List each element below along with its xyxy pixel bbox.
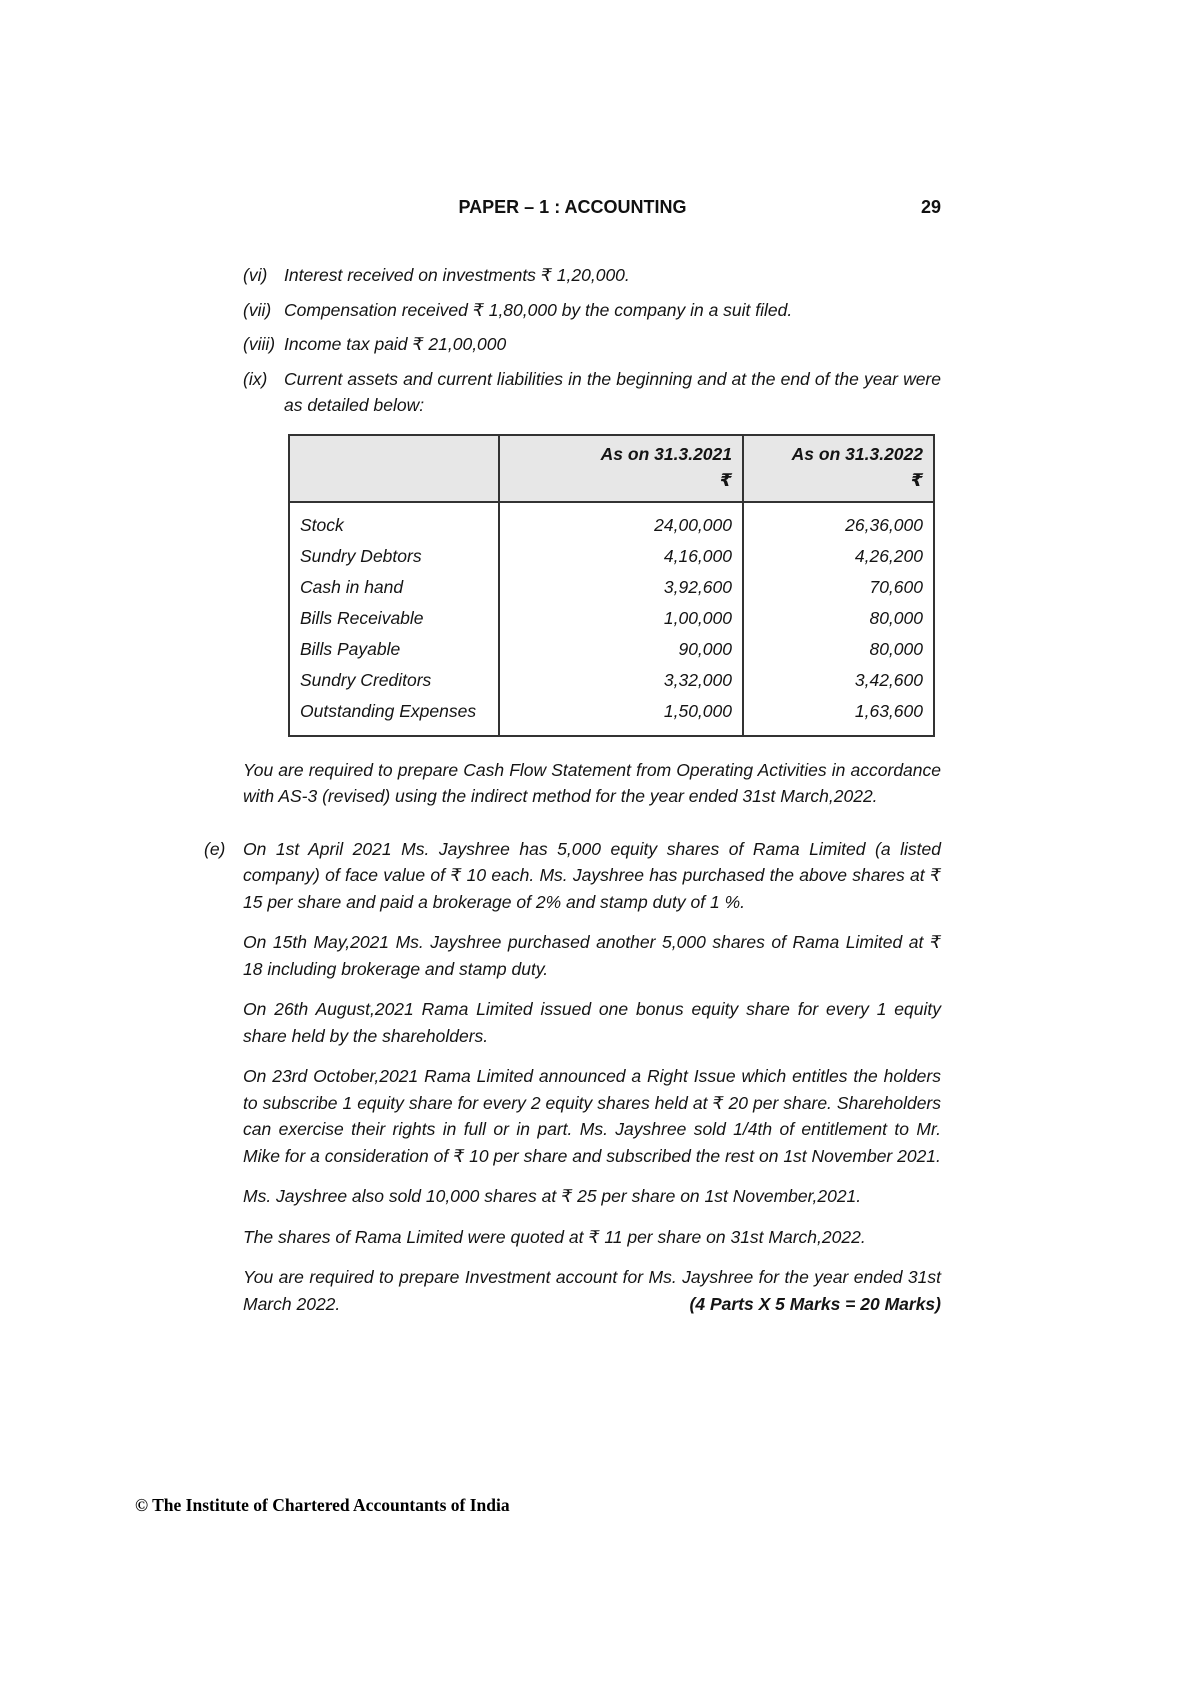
table-container [288,434,941,737]
table-row [289,572,934,603]
table-row [289,502,934,541]
value-2021: 3,32,000 [499,665,743,696]
current-assets-liabilities-table [288,434,935,737]
table-row [289,665,934,696]
row-label: Stock [289,502,499,541]
value-2022: 70,600 [743,572,934,603]
row-label: Bills Payable [289,634,499,665]
value-2021: 4,16,000 [499,541,743,572]
value-2022: 1,63,600 [743,696,934,736]
column-header-2022-title: As on 31.3.2022 [791,443,923,464]
table-row [289,696,934,736]
list-item-vi [243,262,941,289]
page-content [204,196,941,1317]
row-label: Cash in hand [289,572,499,603]
column-header-2022 [743,435,934,502]
question-e-body [243,836,941,1318]
value-2021: 90,000 [499,634,743,665]
value-2022: 3,42,600 [743,665,934,696]
row-label: Bills Receivable [289,603,499,634]
empty-header-cell [289,435,499,502]
marks-allocation: (4 Parts X 5 Marks = 20 Marks) [689,1293,941,1314]
paragraph: On 26th August,2021 Rama Limited issued one bonus equity share for every 1 equity share held by the shareholders. [243,999,941,1046]
value-2022: 80,000 [743,634,934,665]
page-number: 29 [920,197,941,217]
list-item-vii [243,297,941,324]
value-2022: 4,26,200 [743,541,934,572]
table-row [289,634,934,665]
page-header [204,196,941,218]
cash-flow-requirement: You are required to prepare Cash Flow Statement from Operating Activities in accordance with AS-3 (revised) using the indirect method for the year ended 31st March,2022. [243,759,941,806]
rupee-symbol: ₹ [719,469,732,490]
item-marker: (ix) [243,368,268,389]
table-row [289,541,934,572]
item-text: Income tax paid ₹ 21,00,000 [284,334,507,354]
table-header-row [289,435,934,502]
row-label: Outstanding Expenses [289,696,499,736]
value-2021: 24,00,000 [499,502,743,541]
list-item-viii [243,331,941,358]
paragraph: On 1st April 2021 Ms. Jayshree has 5,000 equity shares of Rama Limited (a listed company) of face value of ₹ 10 each. Ms. Jayshree has purchased the above shares at ₹ 15 per share and paid a brokerage of 2% and stamp duty of 1 %. [243,838,941,912]
value-2021: 1,00,000 [499,603,743,634]
paragraph: The shares of Rama Limited were quoted at ₹ 11 per share on 31st March,2022. [243,1226,866,1247]
item-marker: (vii) [243,299,272,320]
value-2022: 80,000 [743,603,934,634]
item-text: Compensation received ₹ 1,80,000 by the company in a suit filed. [284,299,793,320]
row-label: Sundry Debtors [289,541,499,572]
row-label: Sundry Creditors [289,665,499,696]
paragraph: Ms. Jayshree also sold 10,000 shares at ₹ 25 per share on 1st November,2021. [243,1186,862,1206]
column-header-2021-title: As on 31.3.2021 [600,443,732,464]
question-e-marker: (e) [204,838,226,859]
requirement-line [243,1264,941,1317]
paragraph: On 23rd October,2021 Rama Limited announced a Right Issue which entitles the holders to subscribe 1 equity share for every 2 equity shares held at ₹ 20 per share. Shareholders can exercise their rights in full or in part. Ms. Jayshree sold 1/4th of entitlement to Mr. Mike for a consideration of ₹ 10 per share and subscribed the rest on 1st November 2021. [243,1066,941,1166]
item-marker: (vi) [243,265,268,285]
table-row [289,603,934,634]
item-text: Current assets and current liabilities in the beginning and at the end of the year were as detailed below: [284,368,941,415]
column-header-2021 [499,435,743,502]
footer-copyright: © The Institute of Chartered Accountants of India [135,1495,510,1515]
rupee-symbol: ₹ [910,469,923,490]
list-item-ix [243,366,941,419]
value-2021: 3,92,600 [499,572,743,603]
question-part-e [204,836,941,1318]
requirement-text: You are required to prepare Investment account for Ms. Jayshree for the year ended 31st March 2022. [243,1267,941,1314]
item-text: Interest received on investments ₹ 1,20,000. [284,265,630,285]
page-title: PAPER – 1 : ACCOUNTING [458,197,687,217]
value-2021: 1,50,000 [499,696,743,736]
question-sub-items [243,262,941,419]
value-2022: 26,36,000 [743,502,934,541]
item-marker: (viii) [243,334,276,354]
paragraph: On 15th May,2021 Ms. Jayshree purchased another 5,000 shares of Rama Limited at ₹ 18 including brokerage and stamp duty. [243,932,941,979]
